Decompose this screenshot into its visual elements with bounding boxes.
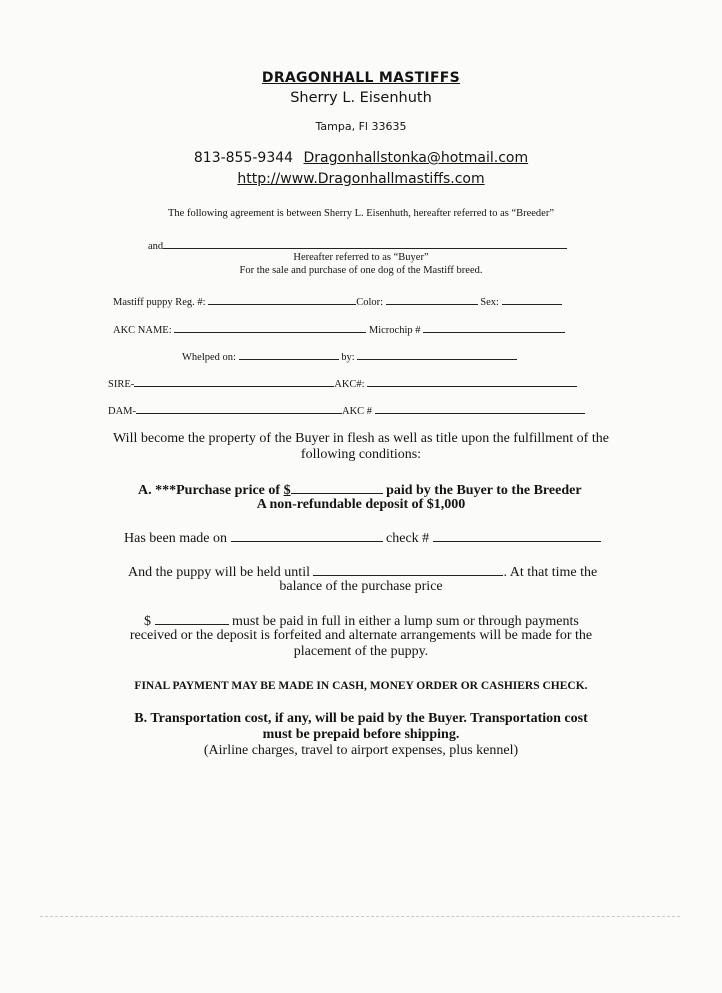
at-that-time: . At that time the bbox=[503, 565, 598, 580]
held-until-label: And the puppy will be held until bbox=[128, 565, 310, 580]
payment-line-3: placement of the puppy. bbox=[293, 644, 429, 659]
deposit-date-field[interactable] bbox=[231, 529, 383, 542]
contact-line bbox=[0, 150, 722, 166]
buyer-line: Hereafter referred to as “Buyer” bbox=[293, 252, 429, 263]
deposit-line: A non-refundable deposit of $1,000 bbox=[256, 497, 466, 512]
sex-label: Sex: bbox=[480, 297, 499, 308]
phone: 813-855-9344 bbox=[193, 150, 294, 166]
balance-line: balance of the purchase price bbox=[279, 579, 443, 594]
reg-label: Mastiff puppy Reg. #: bbox=[113, 297, 206, 308]
sire-field[interactable] bbox=[134, 374, 334, 387]
sire-label: SIRE- bbox=[108, 379, 135, 390]
reg-row bbox=[113, 292, 562, 308]
reg-number-field[interactable] bbox=[208, 292, 356, 305]
dam-akc-field[interactable] bbox=[375, 401, 585, 414]
payment-line-1: must be paid in full in either a lump sum or through payments bbox=[232, 614, 579, 629]
microchip-field[interactable] bbox=[423, 320, 565, 333]
deposit-date-row bbox=[124, 529, 601, 547]
akc-name-row bbox=[113, 320, 565, 336]
buyer-name-field[interactable] bbox=[163, 236, 567, 249]
balance-dollar: $ bbox=[144, 614, 151, 629]
dam-label: DAM- bbox=[108, 406, 136, 417]
transport-line-3: (Airline charges, travel to airport expenses, plus kennel) bbox=[203, 743, 519, 758]
purchase-price-suffix: paid by the Buyer to the Breeder bbox=[386, 483, 582, 498]
sire-akc-field[interactable] bbox=[367, 374, 577, 387]
microchip-label: Microchip # bbox=[368, 325, 421, 336]
whelped-by-field[interactable] bbox=[357, 347, 517, 360]
purchase-price-field[interactable] bbox=[291, 481, 383, 494]
made-on-label: Has been made on bbox=[124, 531, 228, 546]
color-label: Color: bbox=[356, 297, 384, 308]
city: Tampa, Fl 33635 bbox=[315, 120, 407, 133]
and-label: and bbox=[148, 241, 164, 252]
held-until-field[interactable] bbox=[313, 563, 503, 576]
balance-amount-field[interactable] bbox=[155, 612, 229, 625]
purchase-dollar: $ bbox=[283, 483, 291, 498]
transport-line-1: B. Transportation cost, if any, will be paid by the Buyer. Transportation cost bbox=[134, 711, 588, 726]
kennel-name: DRAGONHALL MASTIFFS bbox=[261, 70, 461, 86]
dam-akc-label: AKC # bbox=[342, 406, 373, 417]
akc-name-label: AKC NAME: bbox=[113, 325, 172, 336]
owner-name: Sherry L. Eisenhuth bbox=[290, 90, 432, 106]
scan-artifact-line bbox=[40, 916, 680, 917]
by-label: by: bbox=[341, 352, 355, 363]
sale-line: For the sale and purchase of one dog of the Mastiff breed. bbox=[239, 265, 483, 276]
sire-row bbox=[108, 374, 577, 390]
color-field[interactable] bbox=[386, 292, 478, 305]
sire-akc-label: AKC#: bbox=[334, 379, 365, 390]
final-payment-note: FINAL PAYMENT MAY BE MADE IN CASH, MONEY ORDER OR CASHIERS CHECK. bbox=[134, 680, 588, 692]
purchase-price-label: A. ***Purchase price of bbox=[138, 483, 281, 498]
property-line-1: Will become the property of the Buyer in flesh as well as title upon the fulfillment of the bbox=[113, 431, 609, 446]
whelped-label: Whelped on: bbox=[182, 352, 236, 363]
whelped-date-field[interactable] bbox=[239, 347, 339, 360]
property-line-2: following conditions: bbox=[300, 447, 422, 462]
agreement-intro: The following agreement is between Sherry L. Eisenhuth, hereafter referred to as “Breeder” bbox=[168, 208, 554, 219]
email-link[interactable]: Dragonhallstonka@hotmail.com bbox=[303, 150, 529, 166]
and-line bbox=[148, 236, 567, 252]
website-link[interactable]: http://www.Dragonhallmastiffs.com bbox=[237, 171, 485, 187]
check-label: check # bbox=[386, 531, 430, 546]
payment-line-2: received or the deposit is forfeited and alternate arrangements will be made for the bbox=[129, 628, 593, 643]
sex-field[interactable] bbox=[502, 292, 562, 305]
akc-name-field[interactable] bbox=[174, 320, 366, 333]
dam-field[interactable] bbox=[136, 401, 342, 414]
transport-line-2: must be prepaid before shipping. bbox=[262, 727, 460, 742]
whelped-row bbox=[182, 347, 517, 363]
check-number-field[interactable] bbox=[433, 529, 601, 542]
dam-row bbox=[108, 401, 585, 417]
